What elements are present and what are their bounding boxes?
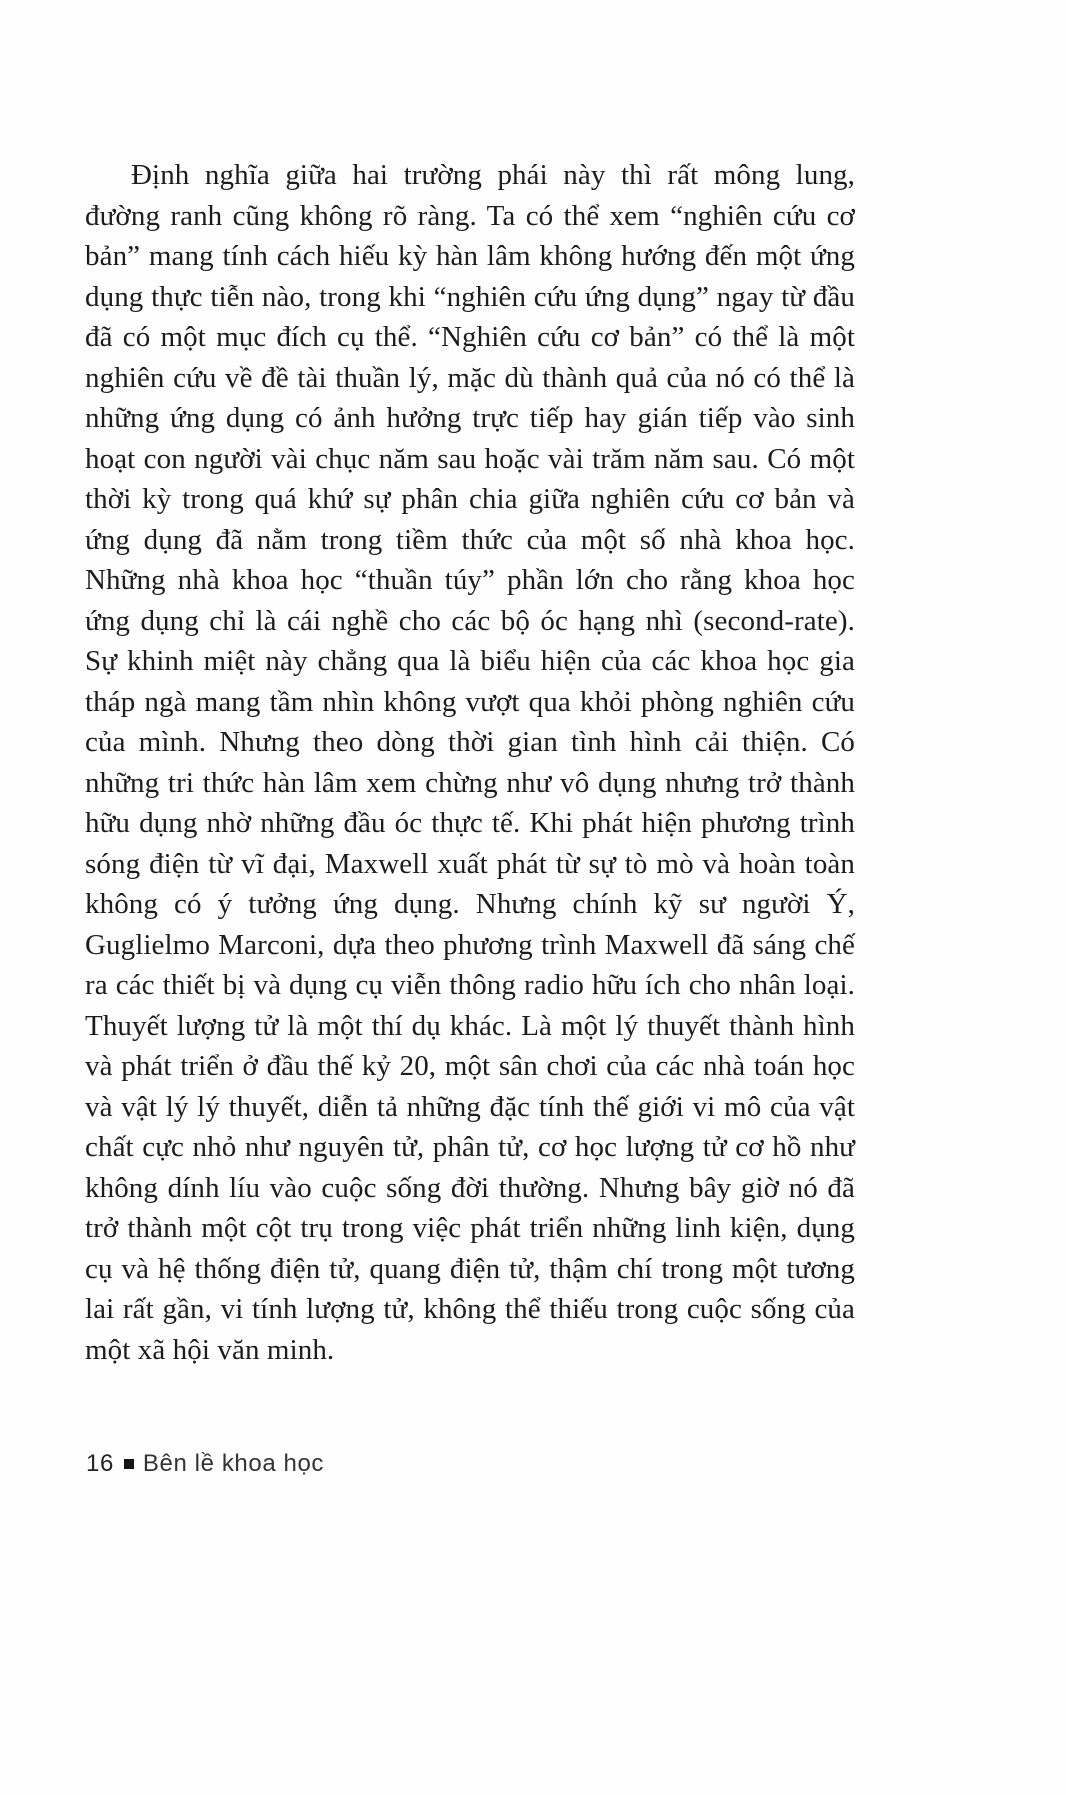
footer-separator-square-icon <box>124 1459 134 1469</box>
page-number: 16 <box>86 1450 114 1477</box>
body-paragraph: Định nghĩa giữa hai trường phái này thì rất mông lung, đường ranh cũng không rõ ràng. Ta có thể xem “nghiên cứu cơ bản” mang tính cách hiếu kỳ hàn lâm không hướng đến một ứng dụng thực tiễn nào, trong khi “nghiên cứu ứng dụng” ngay từ đầu đã có một mục đích cụ thể. “Nghiên cứu cơ bản” có thể là một nghiên cứu về đề tài thuần lý, mặc dù thành quả của nó có thể là những ứng dụng có ảnh hưởng trực tiếp hay gián tiếp vào sinh hoạt con người vài chục năm sau hoặc vài trăm năm sau. Có một thời kỳ trong quá khứ sự phân chia giữa nghiên cứu cơ bản và ứng dụng đã nằm trong tiềm thức của một số nhà khoa học. Những nhà khoa học “thuần túy” phần lớn cho rằng khoa học ứng dụng chỉ là cái nghề cho các bộ óc hạng nhì (second-rate). Sự khinh miệt này chẳng qua là biểu hiện của các khoa học gia tháp ngà mang tầm nhìn không vượt qua khỏi phòng nghiên cứu của mình. Nhưng theo dòng thời gian tình hình cải thiện. Có những tri thức hàn lâm xem chừng như vô dụng nhưng trở thành hữu dụng nhờ những đầu óc thực tế. Khi phát hiện phương trình sóng điện từ vĩ đại, Maxwell xuất phát từ sự tò mò và hoàn toàn không có ý tưởng ứng dụng. Nhưng chính kỹ sư người Ý, Guglielmo Marconi, dựa theo phương trình Maxwell đã sáng chế ra các thiết bị và dụng cụ viễn thông radio hữu ích cho nhân loại. Thuyết lượng tử là một thí dụ khác. Là một lý thuyết thành hình và phát triển ở đầu thế kỷ 20, một sân chơi của các nhà toán học và vật lý lý thuyết, diễn tả những đặc tính thế giới vi mô của vật chất cực nhỏ như nguyên tử, phân tử, cơ học lượng tử cơ hồ như không dính líu vào cuộc sống đời thường. Nhưng bây giờ nó đã trở thành một cột trụ trong việc phát triển những linh kiện, dụng cụ và hệ thống điện tử, quang điện tử, thậm chí trong một tương lai rất gần, vi tính lượng tử, không thể thiếu trong cuộc sống của một xã hội văn minh. <box>85 159 855 1366</box>
book-title: Bên lề khoa học <box>142 1450 325 1477</box>
page-footer <box>86 1450 324 1478</box>
